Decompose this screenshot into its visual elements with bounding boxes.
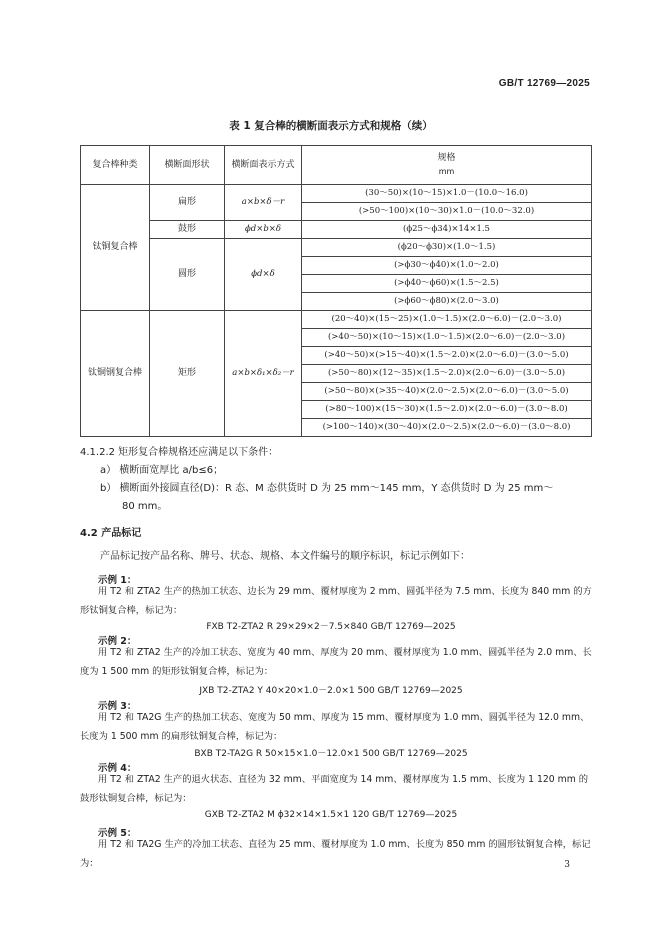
section-42-title: 4.2 产品标记 [80, 528, 142, 539]
example-mark: GXB T2-ZTA2 M ϕ32×14×1.5×1 120 GB/T 12769—2025 [204, 810, 458, 820]
cell-method: a×b×δ₁×δ₂－r [225, 311, 302, 437]
example-label: 示例 3： [98, 701, 137, 712]
spec-header-unit: mm [438, 167, 455, 177]
cell-spec: (>50～100)×(10～30)×1.0－(10.0～32.0) [302, 203, 592, 221]
example-text: 用 T2 和 ZTA2 生产的热加工状态、边长为 29 mm、覆材厚度为 2 mm、圆弧半径为 7.5 mm、长度为 840 mm 的方形钛铜复合棒，标记为： [80, 586, 592, 616]
example-text: 用 T2 和 TA2G 生产的冷加工状态、直径为 25 mm、覆材厚度为 1.0 mm、长度为 850 mm 的圆形钛铜复合棒，标记为： [80, 839, 591, 869]
spec-table [80, 145, 592, 437]
table-row [81, 239, 592, 257]
cell-method: a×b×δ－r [225, 185, 302, 221]
clause-4122-item-a: a） 横断面宽厚比 a/b≤6； [100, 465, 224, 476]
section-42-intro: 产品标记按产品名称、牌号、状态、规格、本文件编号的顺序标识，标记示例如下： [100, 551, 470, 562]
col-header-shape: 横断面形状 [150, 146, 225, 185]
cell-spec: (>100～140)×(30～40)×(2.0～2.5)×(2.0～6.0)－(3.0～8.0) [302, 419, 592, 437]
cell-spec: (ϕ20～ϕ30)×(1.0～1.5) [302, 239, 592, 257]
table-row [81, 311, 592, 329]
example-mark: FXB T2-ZTA2 R 29×29×2－7.5×840 GB/T 12769—2025 [206, 622, 456, 632]
example-text: 用 T2 和 ZTA2 生产的冷加工状态、宽度为 40 mm、厚度为 20 mm、覆材厚度为 1.0 mm、圆弧半径为 2.0 mm、长度为 1 500 mm 的矩形钛铜复合棒，标记为： [80, 647, 592, 677]
cell-spec: (>ϕ40～ϕ60)×(1.5～2.5) [302, 275, 592, 293]
table-row [81, 185, 592, 203]
example-text: 用 T2 和 TA2G 生产的热加工状态、宽度为 50 mm、厚度为 15 mm、覆材厚度为 1.0 mm、圆弧半径为 12.0 mm、长度为 1 500 mm 的扁形钛铜复合棒，标记为： [80, 712, 590, 742]
cell-spec: (>80～100)×(15～30)×(1.5～2.0)×(2.0～6.0)－(3.0～8.0) [302, 401, 592, 419]
cell-method: ϕd×b×δ [225, 221, 302, 239]
cell-spec: (20～40)×(15～25)×(1.0～1.5)×(2.0～6.0)－(2.0～3.0) [302, 311, 592, 329]
col-header-type: 复合棒种类 [81, 146, 150, 185]
table-caption: 表 1 复合棒的横断面表示方式和规格（续） [229, 120, 433, 132]
cell-spec: (>ϕ30～ϕ40)×(1.0～2.0) [302, 257, 592, 275]
cell-spec: (>ϕ60～ϕ80)×(2.0～3.0) [302, 293, 592, 311]
example-label: 示例 2： [98, 636, 137, 647]
cell-shape: 鼓形 [150, 221, 225, 239]
example-mark: JXB T2-ZTA2 Y 40×20×1.0－2.0×1 500 GB/T 12769—2025 [199, 686, 463, 696]
cell-spec: (>50～80)×(>35～40)×(2.0～2.5)×(2.0～6.0)－(3.0～5.0) [302, 383, 592, 401]
spec-header-label: 规格 [437, 153, 456, 164]
example-mark: BXB T2-TA2G R 50×15×1.0－12.0×1 500 GB/T 12769—2025 [194, 749, 468, 759]
cell-spec: (>40～50)×(>15～40)×(1.5～2.0)×(2.0～6.0)－(3.0～5.0) [302, 347, 592, 365]
standard-code-header: GB/T 12769—2025 [498, 78, 590, 89]
table-row [81, 221, 592, 239]
cell-spec: (>50～80)×(12～35)×(1.5～2.0)×(2.0～6.0)－(3.0～5.0) [302, 365, 592, 383]
cell-shape: 矩形 [150, 311, 225, 437]
cell-spec: (ϕ25～ϕ34)×14×1.5 [302, 221, 592, 239]
example-text: 用 T2 和 ZTA2 生产的退火状态、直径为 32 mm、平面宽度为 14 mm、覆材厚度为 1.5 mm、长度为 1 120 mm 的鼓形钛铜复合棒，标记为： [80, 774, 589, 804]
cell-type: 钛铜钢复合棒 [81, 311, 150, 437]
cell-type: 钛铜复合棒 [81, 185, 150, 311]
col-header-method: 横断面表示方式 [225, 146, 302, 185]
cell-method: ϕd×δ [225, 239, 302, 311]
col-header-spec [302, 146, 592, 185]
example-label: 示例 5： [98, 828, 137, 839]
cell-shape: 扁形 [150, 185, 225, 221]
page-number: 3 [564, 860, 570, 870]
example-label: 示例 1： [98, 575, 137, 586]
clause-4122-item-b-line2: 80 mm。 [122, 501, 168, 512]
clause-4122-title: 4.1.2.2 矩形复合棒规格还应满足以下条件： [80, 447, 279, 458]
clause-4122-item-b-line1: b） 横断面外接圆直径(D)：R 态、M 态供货时 D 为 25 mm～145 mm，Y 态供货时 D 为 25 mm～ [100, 483, 554, 494]
cell-spec: (>40～50)×(10～15)×(1.0～1.5)×(2.0～6.0)－(2.0～3.0) [302, 329, 592, 347]
example-label: 示例 4： [98, 763, 137, 774]
cell-shape: 圆形 [150, 239, 225, 311]
cell-spec: (30～50)×(10～15)×1.0－(10.0～16.0) [302, 185, 592, 203]
table-header-row [81, 146, 592, 185]
